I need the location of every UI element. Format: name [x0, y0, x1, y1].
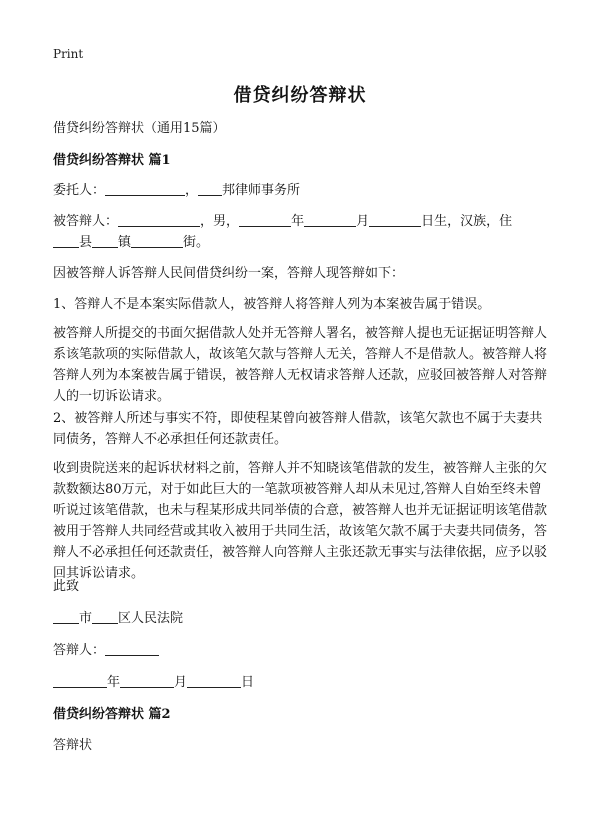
address-line [53, 232, 209, 253]
date-day-text: 日 [241, 675, 255, 690]
point-1: 1、答辩人不是本案实际借款人，被答辩人将答辩人列为本案被告属于错误。 [53, 297, 491, 312]
date-month-blank [120, 674, 174, 688]
respondent-blank [105, 642, 159, 656]
county-text: 县 [79, 235, 93, 250]
birth-suffix: 日生，汉族，住 [421, 214, 513, 229]
subtitle: 借贷纠纷答辩状（通用15篇） [53, 121, 226, 136]
town-text: 镇 [118, 235, 132, 250]
section-2-heading: 借贷纠纷答辩状 篇2 [53, 707, 171, 722]
birth-month-blank [304, 213, 356, 227]
respondent-label: 答辩人： [53, 643, 106, 658]
date-month-text: 月 [174, 675, 188, 690]
court-line [53, 608, 183, 629]
date-day-blank [187, 674, 241, 688]
court-text: 区人民法院 [118, 611, 184, 626]
point-2: 2、被答辩人所述与事实不符，即使程某曾向被答辩人借款，该笔欠款也不属于夫妻共同债务，答辩人不必承担任何还款责任。 [53, 411, 543, 447]
client-label: 委托人： [53, 183, 106, 198]
city-text: 市 [79, 611, 93, 626]
paragraph-2: 收到贵院送来的起诉状材料之前，答辩人并不知晓该笔借款的发生，被答辩人主张的欠款数额达80万元，对于如此巨大的一笔款项被答辩人却从未见过,答辩人自始至终未曾听说过该笔借款，也未与程某形成共同举债的合意，被答辩人也并无证据证明该笔借款被用于答辩人共同经营或其收入被用于共同生活，故该笔欠款不属于夫妻共同债务，答辩人不必承担任何还款责任，被答辩人向答辩人主张还款无事实与法律依据，应予以驳回其诉讼请求。 [53, 461, 548, 581]
county-blank [53, 234, 79, 248]
district-blank [92, 610, 118, 624]
year-text: 年 [291, 214, 305, 229]
defendant-name-blank [118, 213, 200, 227]
closing-text: 此致 [53, 579, 80, 594]
defendant-line: 被答辩人： ，男， 年 月 日生，汉族，住 [53, 214, 513, 229]
date-year-text: 年 [107, 675, 121, 690]
law-firm-suffix: 邦律师事务所 [222, 183, 301, 198]
document-title: 借贷纠纷答辩状 [233, 85, 367, 106]
street-blank [131, 234, 183, 248]
street-text: 街。 [183, 235, 210, 250]
gender-text: 男 [213, 214, 227, 229]
date-line [53, 672, 254, 693]
section-1-heading: 借贷纠纷答辩状 篇1 [53, 153, 171, 168]
town-blank [92, 234, 118, 248]
firm-blank [198, 182, 222, 196]
client-blank [105, 182, 185, 196]
date-year-blank [53, 674, 107, 688]
defendant-label: 被答辩人： [53, 214, 119, 229]
section-2-first-line: 答辩状 [53, 738, 93, 753]
month-text: 月 [356, 214, 370, 229]
intro-paragraph: 因被答辩人诉答辩人民间借贷纠纷一案，答辩人现答辩如下： [53, 266, 405, 281]
birth-day-blank [369, 213, 421, 227]
client-line: 委托人： ， 邦律师事务所 [53, 183, 301, 198]
birth-year-blank [239, 213, 291, 227]
paragraph-1: 被答辩人所提交的书面欠据借款人处并无答辩人署名，被答辩人提也无证据证明答辩人系该笔款项的实际借款人，故该笔欠款与答辩人无关，答辩人不是借款人。被答辩人将答辩人列为本案被告属于错误，被答辩人无权请求答辩人还款，应驳回被答辩人对答辩人的一切诉讼请求。 [53, 326, 548, 404]
respondent-line [53, 640, 159, 661]
print-link[interactable]: Print [53, 47, 84, 61]
city-blank [53, 610, 79, 624]
